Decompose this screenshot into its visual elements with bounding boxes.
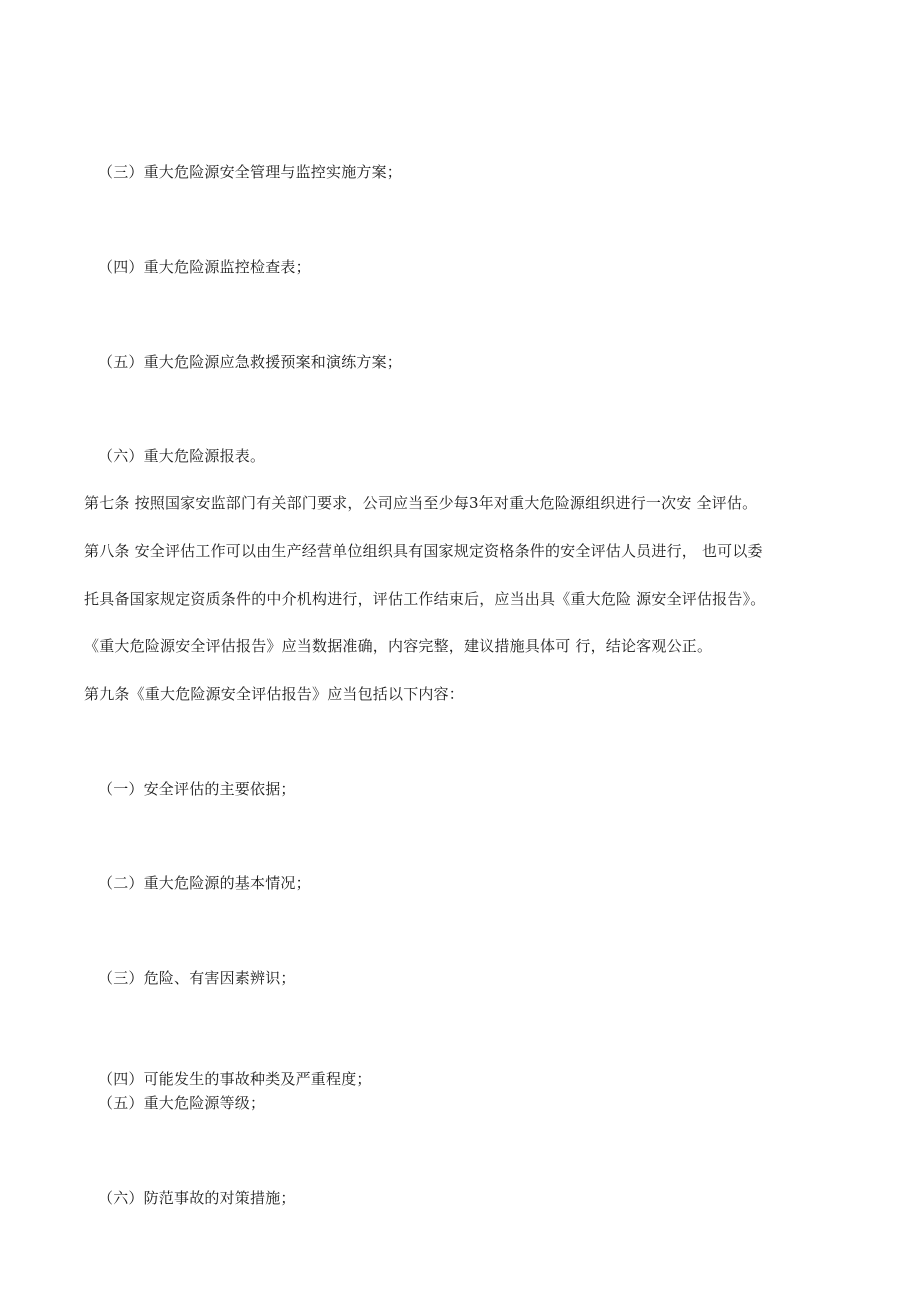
list-item: （三）危险、有害因素辨识； <box>98 969 296 987</box>
list-item: （五）重大危险源等级； <box>98 1094 266 1112</box>
list-item: （四）重大危险源监控检查表； <box>98 258 311 276</box>
list-item: （六）重大危险源报表。 <box>98 447 266 465</box>
article-8-line-3: 《重大危险源安全评估报告》应当数据准确，内容完整，建议措施具体可 行，结论客观公正。 <box>84 637 713 655</box>
article-8-line-1: 第八条 安全评估工作可以由生产经营单位组织具有国家规定资格条件的安全评估人员进行， 也可以委 <box>84 542 763 560</box>
list-item: （三）重大危险源安全管理与监控实施方案； <box>98 163 403 181</box>
list-item: （一）安全评估的主要依据； <box>98 780 296 798</box>
list-item: （四）可能发生的事故种类及严重程度； <box>98 1070 372 1088</box>
article-8-line-2: 托具备国家规定资质条件的中介机构进行，评估工作结束后，应当出具《重大危险 源安全评估报告》。 <box>84 590 766 608</box>
list-item: （六）防范事故的对策措施； <box>98 1189 296 1207</box>
list-item: （五）重大危险源应急救援预案和演练方案； <box>98 353 403 371</box>
article-7: 第七条 按照国家安监部门有关部门要求，公司应当至少每3年对重大危险源组织进行一次安 全评估。 <box>84 494 758 512</box>
list-item: （二）重大危险源的基本情况； <box>98 874 311 892</box>
article-9: 第九条《重大危险源安全评估报告》应当包括以下内容： <box>84 685 465 703</box>
